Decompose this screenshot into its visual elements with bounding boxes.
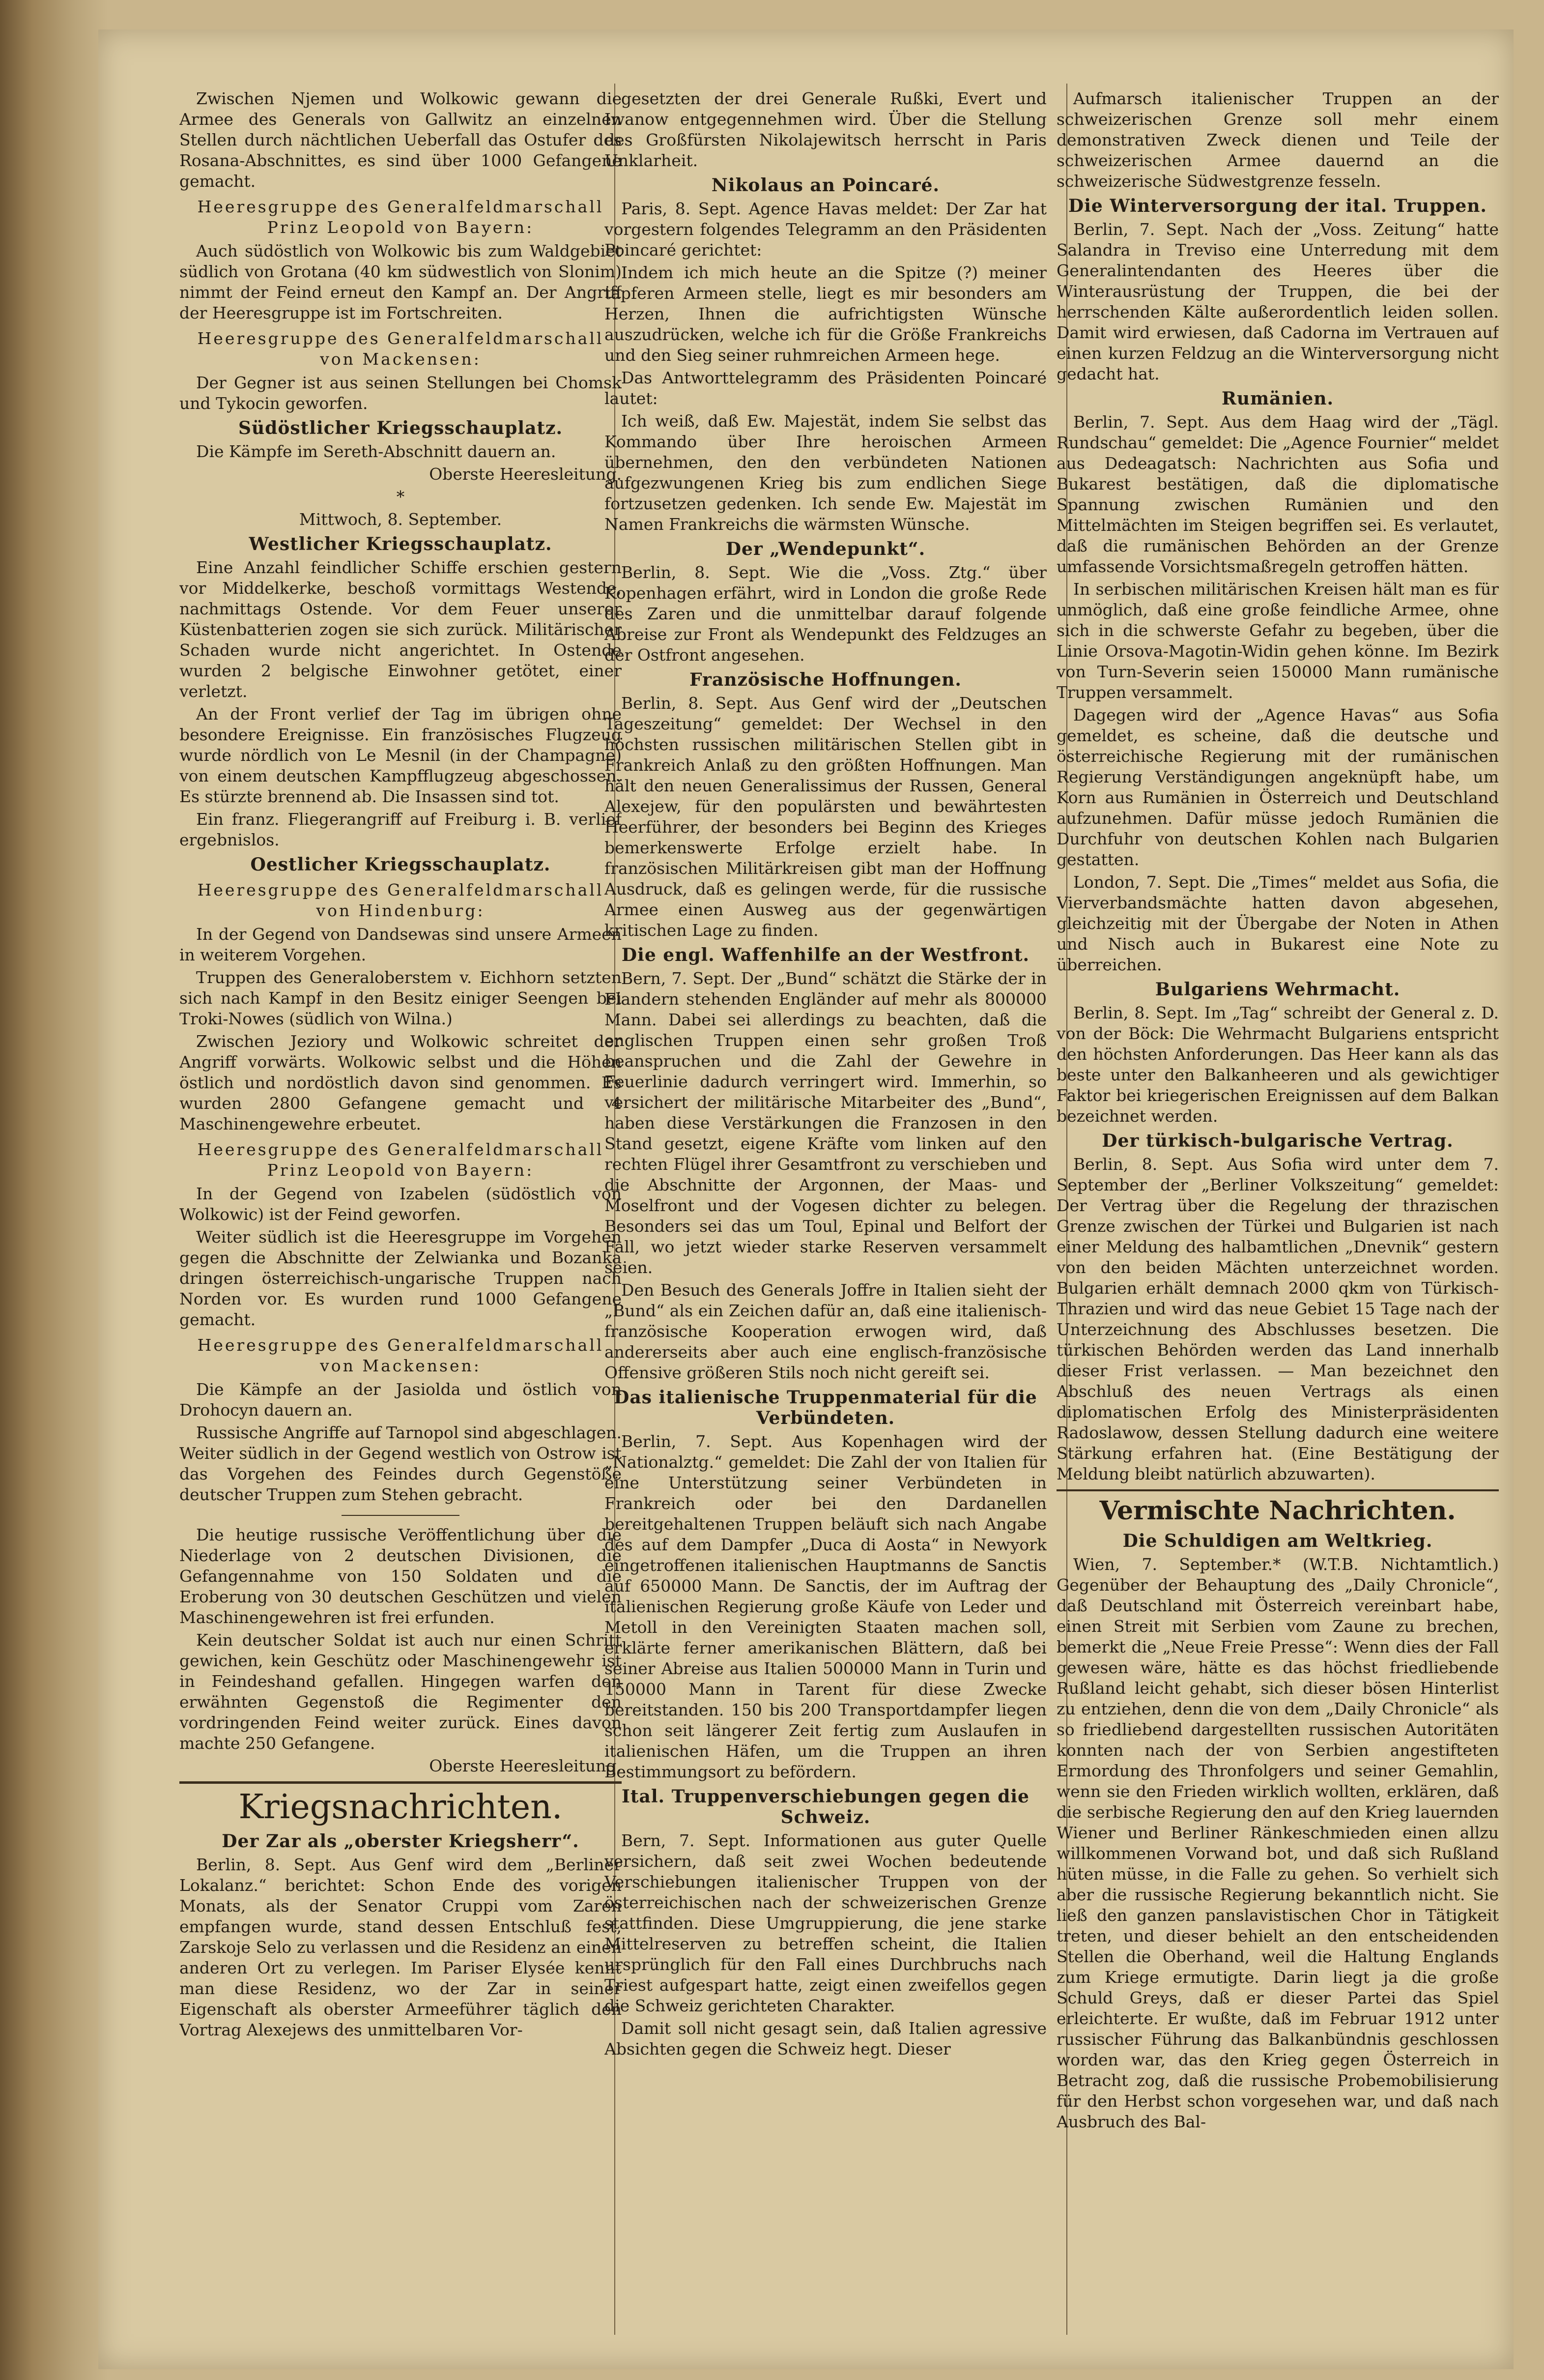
signature-line: Oberste Heeresleitung. xyxy=(429,464,622,484)
section-heading: Der türkisch-bulgarische Vertrag. xyxy=(1102,1131,1454,1151)
section-heading: Ital. Truppenverschiebungen gegen die Schweiz. xyxy=(622,1786,1029,1828)
section-heading: Der Zar als „oberster Kriegsherr“. xyxy=(222,1831,579,1852)
article-paragraph: Berlin, 7. Sept. Aus dem Haag wird der „Tägl. Rundschau“ gemeldet: Die „Agence Fournier“ meldet aus Dedeagatsch: Nachrichten aus Sofia und Bukarest bestätigen, daß die diplomatische Spannung zwischen Rumänien und den Mittelmächten im Steigen begriffen sei. Es verlautet, daß die rumänischen Behörden an der Grenze umfassende Vorsichtsmaßregeln getroffen hätten. xyxy=(1057,412,1499,576)
army-group-heading: Heeresgruppe des Generalfeldmarschall von Mackensen: xyxy=(197,1335,604,1375)
section-banner: Vermischte Nachrichten. xyxy=(1057,1489,1499,1527)
section-heading: Nikolaus an Poincaré. xyxy=(711,175,940,196)
signature-line: Oberste Heeresleitung. xyxy=(429,1756,622,1775)
article-paragraph: Berlin, 8. Sept. Wie die „Voss. Ztg.“ über Kopenhagen erfährt, wird in London die große Rede des Zaren und die unmittelbar darauf folgende Abreise zur Front als Wendepunkt des Feldzuges an der Ostfront angesehen. xyxy=(604,563,1047,665)
article-paragraph: Berlin, 7. Sept. Nach der „Voss. Zeitung“ hatte Salandra in Treviso eine Unterredung mit dem Generalintendanten des Heeres über die Winterausrüstung der Truppen, die bei der herrschenden Kälte außerordentlich leiden sollen. Damit wird erwiesen, daß Cadorna im Vertrauen auf einen kurzen Feldzug an die Winterversorgung nicht gedacht hat. xyxy=(1057,220,1499,383)
article-paragraph: An der Front verlief der Tag im übrigen ohne besondere Ereignisse. Ein französisches Flugzeug wurde nördlich von Le Mesnil (in der Champagne) von einem deutschen Kampfflugzeug abgeschossen. Es stürzte brennend ab. Die Insassen sind tot. xyxy=(179,704,622,806)
article-paragraph: Bern, 7. Sept. Der „Bund“ schätzt die Stärke der in Flandern stehenden Engländer auf mehr als 800000 Mann. Dabei sei allerdings zu beachten, daß die englischen Truppen einen sehr großen Troß beanspruchen und die Zahl der Gewehre in Feuerlinie dadurch verringert wird. Immerhin, so versichert der militärische Mitarbeiter des „Bund“, haben diese Verstärkungen die Franzosen in den Stand gesetzt, eigene Kräfte vom linken auf den rechten Flügel ihrer Gesamtfront zu verschieben und die Abschnitte der Argonnen, der Maas- und Moselfront und der Vogesen dichter zu belegen. Besonders sei das um Toul, Epinal und Belfort der Fall, wo jetzt wieder starke Reserven versammelt seien. xyxy=(604,969,1047,1277)
section-heading: Der „Wendepunkt“. xyxy=(725,539,926,559)
article-paragraph: London, 7. Sept. Die „Times“ meldet aus Sofia, die Vierverbandsmächte hatten davon abgesehen, gleichzeitig mit der Übergabe der Noten in Athen und Nisch auch in Bukarest eine Note zu überreichen. xyxy=(1057,872,1499,974)
section-heading: Die engl. Waffenhilfe an der Westfront. xyxy=(621,945,1030,965)
article-paragraph: Russische Angriffe auf Tarnopol sind abgeschlagen. Weiter südlich in der Gegend westlich von Ostrow ist das Vorgehen des Feindes durch Gegenstöße deutscher Truppen zum Stehen gebracht. xyxy=(179,1423,622,1504)
column-1 xyxy=(179,88,622,2320)
article-paragraph: Ich weiß, daß Ew. Majestät, indem Sie selbst das Kommando über Ihre heroischen Armeen übernehmen, den den verbündeten Nationen aufgezwungenen Krieg bis zum endlichen Siege fortzusetzen gedenken. Ich sende Ew. Majestät im Namen Frankreichs die wärmsten Wünsche. xyxy=(604,411,1047,534)
article-paragraph: Berlin, 8. Sept. Aus Sofia wird unter dem 7. September der „Berliner Volkszeitung“ gemeldet: Der Vertrag über die Regelung der thrazischen Grenze zwischen der Türkei und Bulgarien ist nach einer Meldung des halbamtlichen „Dnevnik“ gestern von den beiden Mächten unterzeichnet worden. Bulgarien erhält demnach 2000 qkm von Türkisch-Thrazien und wird das neue Gebiet 15 Tage nach der Unterzeichnung des Abschlusses besetzen. Die türkischen Behörden werden das Land innerhalb dieser Frist verlassen. — Man bezeichnet den Abschluß des neuen Vertrags als einen diplomatischen Erfolg des Ministerpräsidenten Radoslawow, dessen Stellung dadurch eine weitere Stärkung erfahren hat. (Eine Bestätigung der Meldung bleibt natürlich abzuwarten). xyxy=(1057,1155,1499,1483)
army-group-heading: Heeresgruppe des Generalfeldmarschall von Hindenburg: xyxy=(197,880,604,920)
column-2 xyxy=(604,88,1047,2320)
article-paragraph: Aufmarsch italienischer Truppen an der schweizerischen Grenze soll mehr einem demonstrativen Zweck dienen und Teile der schweizerischen Armee dauernd an die schweizerische Südwestgrenze fesseln. xyxy=(1057,89,1499,191)
article-paragraph: Dagegen wird der „Agence Havas“ aus Sofia gemeldet, es scheine, daß die deutsche und österreichische Regierung mit der rumänischen Regierung Verständigungen angeknüpft habe, um Korn aus Rumänien in Österreich und Deutschland aufzunehmen. Dafür müsse jedoch Rumänien die Durchfuhr von deutschen Kohlen nach Bulgarien gestatten. xyxy=(1057,705,1499,869)
section-heading: Die Winterversorgung der ital. Truppen. xyxy=(1068,196,1487,216)
article-paragraph: In der Gegend von Izabelen (südöstlich von Wolkowic) ist der Feind geworfen. xyxy=(179,1184,622,1224)
article-paragraph: Den Besuch des Generals Joffre in Italien sieht der „Bund“ als ein Zeichen dafür an, daß eine italienisch-französische Kooperation erwogen wird, daß andererseits aber auch eine englisch-französische Offensive größeren Stils noch nicht gereift sei. xyxy=(604,1280,1047,1382)
dateline: * xyxy=(396,487,405,506)
article-paragraph: Die Kämpfe im Sereth-Abschnitt dauern an. xyxy=(196,442,556,461)
article-paragraph: In serbischen militärischen Kreisen hält man es für unmöglich, daß eine große feindliche Armee, ohne sich in die schwerste Gefahr zu begeben, über die Linie Orsova-Magotin-Widin gehen könne. Im Bezirk von Turn-Severin seien 150000 Mann rumänische Truppen versammelt. xyxy=(1057,580,1499,702)
section-heading: Das italienische Truppenmaterial für die Verbündeten. xyxy=(614,1387,1037,1428)
section-heading: Bulgariens Wehrmacht. xyxy=(1155,979,1401,1000)
article-paragraph: Berlin, 8. Sept. Aus Genf wird dem „Berliner Lokalanz.“ berichtet: Schon Ende des vorigen Monats, als der Senator Cruppi vom Zaren empfangen wurde, stand dessen Entschluß fest, Zarskoje Selo zu verlassen und die Residenz an einen anderen Ort zu verlegen. Im Pariser Elysée kennt man diese Residenz, wo der Zar in seiner Eigenschaft als oberster Armeeführer täglich den Vortrag Alexejews des unmittelbaren Vor- xyxy=(179,1855,622,2039)
article-paragraph: Damit soll nicht gesagt sein, daß Italien agressive Absichten gegen die Schweiz hegt. Dieser xyxy=(604,2019,1047,2059)
book-binding-edge xyxy=(0,0,108,2380)
article-paragraph: Berlin, 8. Sept. Aus Genf wird der „Deutschen Tageszeitung“ gemeldet: Der Wechsel in den höchsten russischen militärischen Stellen gibt in Frankreich Anlaß zu den größten Hoffnungen. Man hält den neuen Generalissimus der Russen, General Alexejew, für den populärsten und bewährtesten Heerführer, der besonders bei Beginn des Krieges bemerkenswerte Erfolge erzielt habe. In französischen Militärkreisen gibt man der Hoffnung Ausdruck, daß es gelingen werde, für die russische Armee einen Ausweg aus der gegenwärtigen kritischen Lage zu finden. xyxy=(604,694,1047,940)
article-paragraph: Truppen des Generaloberstem v. Eichhorn setzten sich nach Kampf in den Besitz einiger Seengen bei Troki-Nowes (südlich von Wilna.) xyxy=(179,968,622,1028)
article-paragraph: Auch südöstlich von Wolkowic bis zum Waldgebiet südlich von Grotana (40 km südwestlich von Slonim) nimmt der Feind erneut den Kampf an. Der Angriff der Heeresgruppe ist im Fortschreiten. xyxy=(179,241,622,322)
article-paragraph: Zwischen Njemen und Wolkowic gewann die Armee des Generals von Gallwitz an einzelnen Stellen durch nächtlichen Ueberfall das Ostufer des Rosana-Abschnittes, es sind über 1000 Gefangene gemacht. xyxy=(179,89,622,191)
article-paragraph: Wien, 7. September.* (W.T.B. Nichtamtlich.) Gegenüber der Behauptung des „Daily Chronicle“, daß Deutschland mit Österreich vereinbart habe, einen Streit mit Serbien vom Zaune zu brechen, bemerkt die „Neue Freie Presse“: Wenn dies der Fall gewesen wäre, hätte es das höchst friedliebende Rußland leicht gehabt, sich dieser bösen Hinterlist zu entziehen, denn die von dem „Daily Chronicle“ als so friedliebend dargestellten russischen Autoritäten konnten nach der von Serbien angestifteten Ermordung des Thronfolgers und seiner Gemahlin, wenn sie den Frieden wirklich wollten, erklären, daß die serbische Regierung den auf den Krieg lauernden Wiener und Berliner Ränkeschmieden einen allzu willkommenen Vorwand bot, und daß sich Rußland hüten müsse, in die Falle zu gehen. So verhielt sich aber die russische Regierung bekanntlich nicht. Sie ließ den ganzen panslavistischen Chor in Tätigkeit treten, und dieser behielt an den entscheidenden Stellen die Oberhand, weil die Haltung Englands zum Kriege ermutigte. Darin liegt ja die große Schuld Greys, daß er dieser Partei das Spiel erleichterte. Er wußte, daß im Februar 1912 unter russischer Führung das Balkanbündnis geschlossen worden war, das den Krieg gegen Österreich in Betracht zog, daß die russische Probemobilisierung für den Herbst schon vorgesehen war, und daß nach Ausbruch des Bal- xyxy=(1057,1555,1499,2131)
section-banner: Kriegsnachrichten. xyxy=(179,1781,622,1827)
article-paragraph: Weiter südlich ist die Heeresgruppe im Vorgehen gegen die Abschnitte der Zelwianka und Bozanka dringen österreichisch-ungarische Truppen nach Norden vor. Es wurden rund 1000 Gefangene gemacht. xyxy=(179,1227,622,1329)
article-paragraph: Bern, 7. Sept. Informationen aus guter Quelle versichern, daß seit zwei Wochen bedeutende Verschiebungen italienischer Truppen von der österreichischen nach der schweizerischen Grenze stattfinden. Diese Umgruppierung, die jene starke Mittelreserven zu betreffen scheint, die Italien ursprünglich für den Fall eines Durchbruchs nach Triest aufgespart hatte, zeigt einen zweifellos gegen die Schweiz gerichteten Charakter. xyxy=(604,1831,1047,2015)
article-paragraph: Berlin, 8. Sept. Im „Tag“ schreibt der General z. D. von der Böck: Die Wehrmacht Bulgariens entspricht den höchsten Anforderungen. Das Heer kann als das beste unter den Balkanheeren und als gewichtiger Faktor bei kriegerischen Ereignissen auf dem Balkan bezeichnet werden. xyxy=(1057,1003,1499,1126)
section-heading: Westlicher Kriegsschauplatz. xyxy=(249,534,552,554)
army-group-heading: Heeresgruppe des Generalfeldmarschall von Mackensen: xyxy=(197,329,604,369)
article-paragraph: Das Antworttelegramm des Präsidenten Poincaré lautet: xyxy=(604,368,1047,408)
article-paragraph: Eine Anzahl feindlicher Schiffe erschien gestern vor Middelkerke, beschoß vormittags Westende, nachmittags Ostende. Vor dem Feuer unserer Küstenbatterien zogen sie sich zurück. Militärischer Schaden wurde nicht angerichtet. In Ostende wurden 2 belgische Einwohner getötet, einer verletzt. xyxy=(179,558,622,701)
army-group-heading: Heeresgruppe des Generalfeldmarschall Prinz Leopold von Bayern: xyxy=(197,197,604,237)
article-paragraph: Die Kämpfe an der Jasiolda und östlich von Drohocyn dauern an. xyxy=(179,1380,622,1420)
article-paragraph: Indem ich mich heute an die Spitze (?) meiner tapferen Armeen stelle, liegt es mir besonders am Herzen, Ihnen die aufrichtigsten Wünsche auszudrücken, welche ich für die Größe Frankreichs und den Sieg seiner ruhmreichen Armeen hege. xyxy=(604,263,1047,365)
section-heading: Französische Hoffnungen. xyxy=(689,669,962,690)
separator-rule xyxy=(342,1515,459,1516)
article-paragraph: Kein deutscher Soldat ist auch nur einen Schritt gewichen, kein Geschütz oder Maschinengewehr ist in Feindeshand gefallen. Hingegen warfen den erwähnten Gegenstoß die Regimenter den vordringenden Feind weiter zurück. Eines davon machte 250 Gefangene. xyxy=(179,1630,622,1753)
section-heading: Die Schuldigen am Weltkrieg. xyxy=(1122,1531,1433,1551)
section-heading: Oestlicher Kriegsschauplatz. xyxy=(250,854,551,875)
article-paragraph: Der Gegner ist aus seinen Stellungen bei Chomsk und Tykocin geworfen. xyxy=(179,373,622,413)
article-paragraph: Ein franz. Fliegerangriff auf Freiburg i. B. verlief ergebnislos. xyxy=(179,810,622,849)
article-paragraph: In der Gegend von Dandsewas sind unsere Armeen in weiterem Vorgehen. xyxy=(179,925,622,964)
article-paragraph: Zwischen Jeziory und Wolkowic schreitet der Angriff vorwärts. Wolkowic selbst und die Höhen östlich und nordöstlich davon sind genommen. Es wurden 2800 Gefangene gemacht und 4 Maschinengewehre erbeutet. xyxy=(179,1032,622,1133)
dateline: Mittwoch, 8. September. xyxy=(299,510,502,529)
article-paragraph: Berlin, 7. Sept. Aus Kopenhagen wird der „Nationalztg.“ gemeldet: Die Zahl der von Italien für eine Unterstützung seiner Verbündeten in Frankreich oder bei den Dardanellen bereitgehaltenen Truppen beläuft sich nach Angabe des auf dem Dampfer „Duca di Aosta“ in Newyork eingetroffenen italienischen Hauptmanns de Sanctis auf 650000 Mann. De Sanctis, der im Auftrag der italienischen Regierung große Käufe von Leder und Metoll in den Vereinigten Staaten machen soll, erklärte ferner amerikanischen Blättern, daß bei seiner Abreise aus Italien 500000 Mann in Turin und 150000 Mann in Tarent für diese Zwecke bereitstanden. 150 bis 200 Transportdampfer liegen schon seit längerer Zeit fertig zum Auslaufen in italienischen Häfen, um die Truppen an ihren Bestimmungsort zu befördern. xyxy=(604,1432,1047,1781)
article-paragraph: Die heutige russische Veröffentlichung über die Niederlage von 2 deutschen Divisionen, die Gefangennahme von 150 Soldaten und die Eroberung von 30 deutschen Geschützen und vielen Maschinengewehren ist frei erfunden. xyxy=(179,1525,622,1627)
article-paragraph: Paris, 8. Sept. Agence Havas meldet: Der Zar hat vorgestern folgendes Telegramm an den Präsidenten Poincaré gerichtet: xyxy=(604,199,1047,260)
article-paragraph: gesetzten der drei Generale Rußki, Evert und Iwanow entgegennehmen wird. Über die Stellung des Großfürsten Nikolajewitsch herrscht in Paris Unklarheit. xyxy=(604,89,1047,170)
army-group-heading: Heeresgruppe des Generalfeldmarschall Prinz Leopold von Bayern: xyxy=(197,1140,604,1180)
section-heading: Rumänien. xyxy=(1222,388,1334,409)
section-heading: Südöstlicher Kriegsschauplatz. xyxy=(238,418,563,438)
column-3 xyxy=(1057,88,1499,2320)
